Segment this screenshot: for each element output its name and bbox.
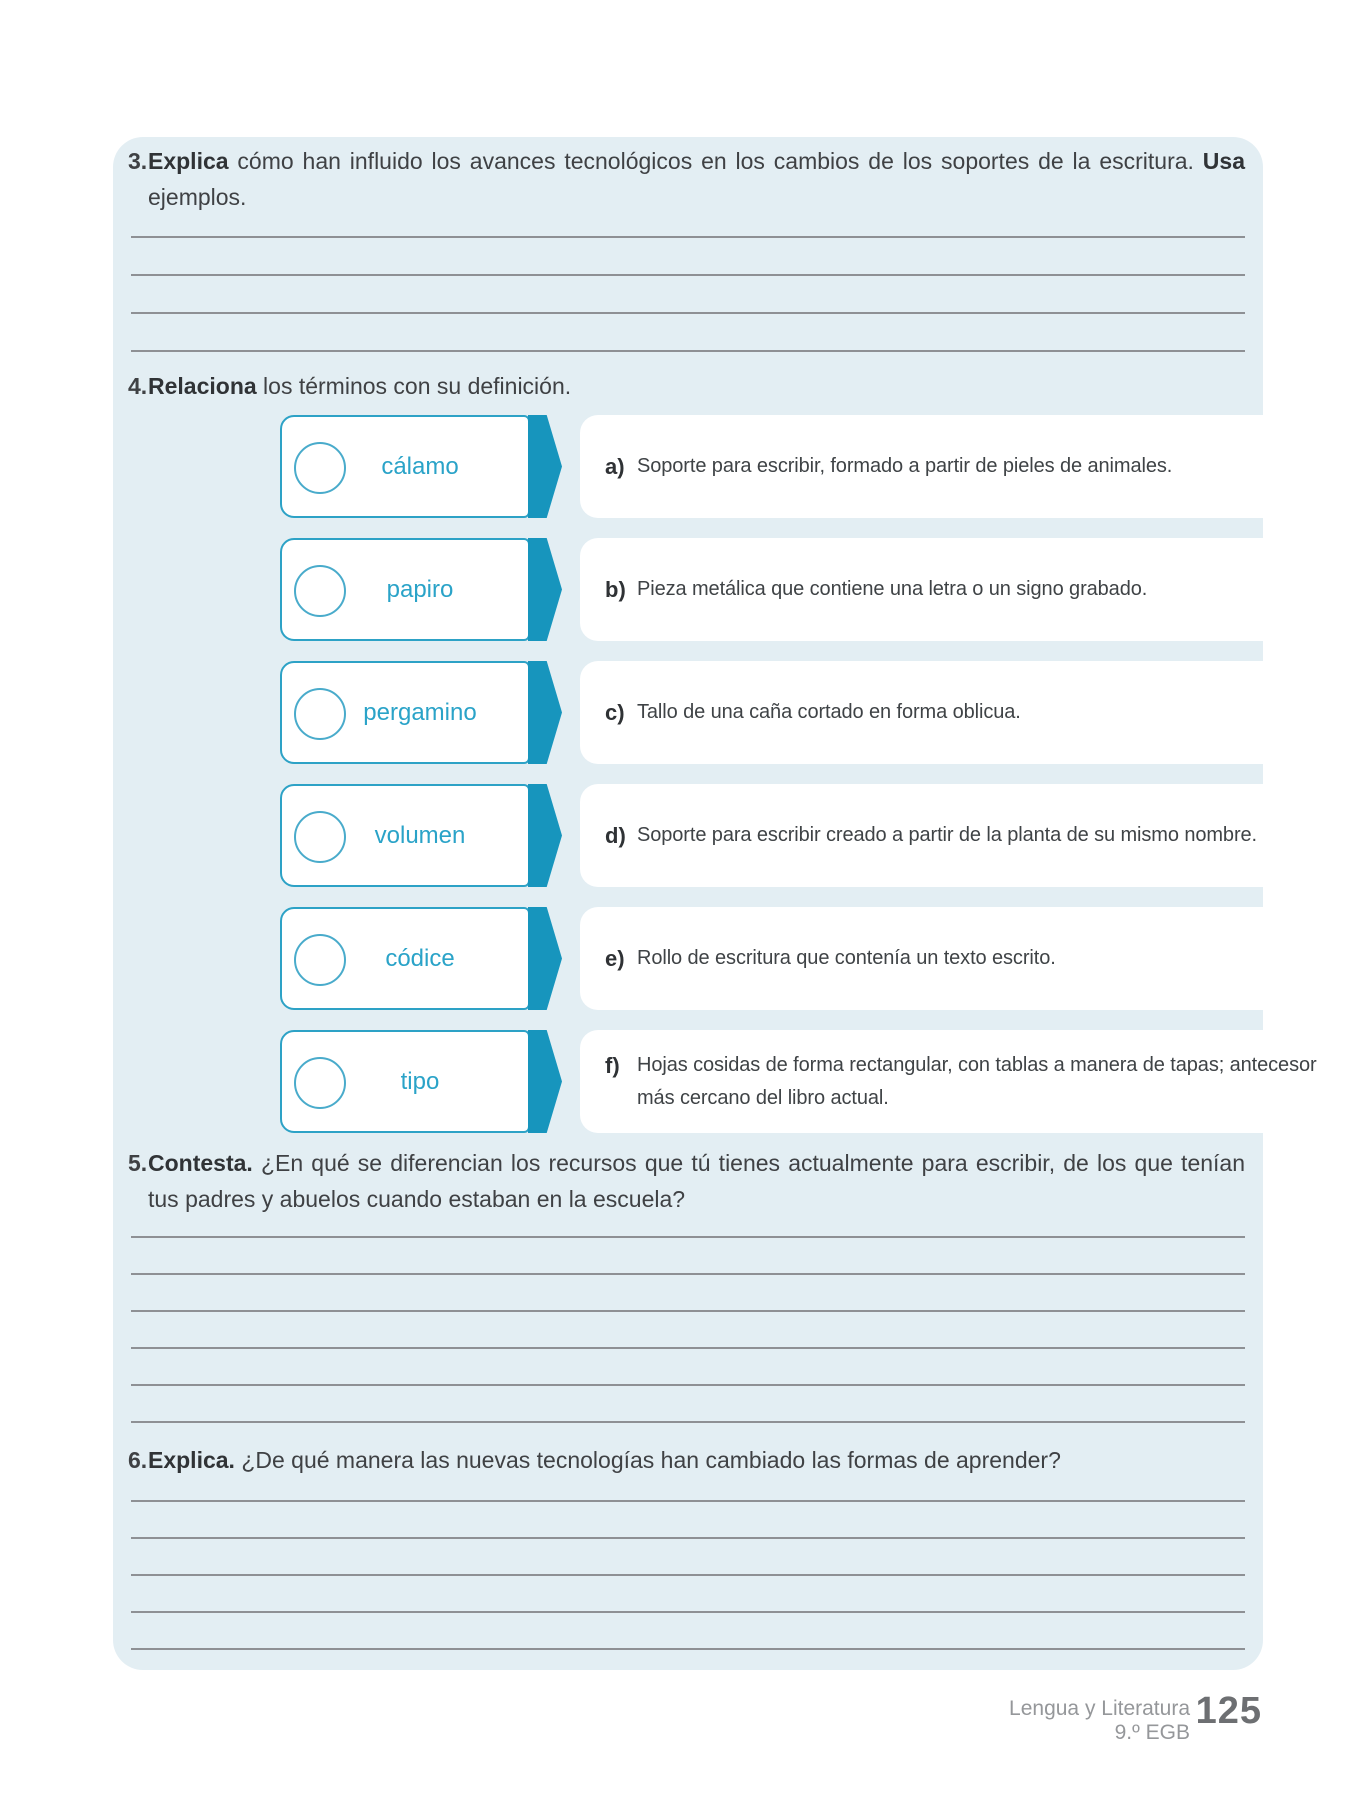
term-box — [280, 784, 530, 887]
exercise-5-text — [148, 1145, 1245, 1217]
arrow-right-icon — [528, 784, 562, 887]
term-label: volumen — [374, 821, 466, 849]
writing-line[interactable] — [131, 1384, 1245, 1386]
definition-text: Pieza metálica que contiene una letra o un signo grabado. — [637, 578, 1148, 600]
definition-letter: a) — [605, 454, 625, 479]
definition-letter: c) — [605, 700, 625, 725]
definition-row — [580, 696, 1350, 729]
exercise-4-verb: Relaciona — [148, 373, 257, 399]
definition-box — [580, 784, 1350, 887]
exercise-3-header — [128, 143, 1245, 215]
definition-letter: b) — [605, 577, 626, 602]
exercise-5-body: ¿En qué se diferencian los recursos que tú tienes actualmente para escribir, de los que tenían tus padres y abuelos cuando estaban en la escuela? — [148, 1150, 1245, 1212]
writing-line[interactable] — [131, 236, 1245, 238]
definition-text: Hojas cosidas de forma rectangular, con tablas a manera de tapas; antecesor más cercano del libro actual. — [637, 1053, 1317, 1109]
definition-row — [580, 573, 1350, 606]
writing-line[interactable] — [131, 1500, 1245, 1502]
definition-text: Soporte para escribir creado a partir de la planta de su mismo nombre. — [637, 824, 1257, 846]
exercise-3-tail: ejemplos. — [148, 184, 247, 210]
arrow-right-icon — [528, 661, 562, 764]
exercise-6-body: ¿De qué manera las nuevas tecnologías han cambiado las formas de aprender? — [234, 1447, 1061, 1473]
definition-box — [580, 1030, 1350, 1133]
definition-text: Tallo de una caña cortado en forma oblicua. — [637, 701, 1021, 723]
writing-line[interactable] — [131, 1421, 1245, 1423]
exercise-4-body: los términos con su definición. — [256, 373, 572, 399]
exercise-6-header — [128, 1442, 1245, 1478]
writing-line[interactable] — [131, 1537, 1245, 1539]
footer-grade: 9.º EGB — [1114, 1721, 1190, 1744]
exercise-6-number: 6. — [128, 1447, 148, 1473]
exercise-5-verb: Contesta. — [148, 1150, 253, 1176]
term-label: tipo — [400, 1067, 440, 1095]
exercise-4-number: 4. — [128, 373, 148, 399]
definition-text: Rollo de escritura que contenía un texto escrito. — [637, 947, 1056, 969]
writing-line[interactable] — [131, 350, 1245, 352]
exercise-5-header — [128, 1145, 1245, 1217]
exercise-3-number: 3. — [128, 148, 148, 174]
term-box — [280, 661, 530, 764]
term-label: pergamino — [363, 698, 477, 726]
writing-line[interactable] — [131, 1347, 1245, 1349]
definition-row — [580, 450, 1350, 483]
exercise-5-number: 5. — [128, 1150, 148, 1176]
writing-line[interactable] — [131, 1236, 1245, 1238]
writing-line[interactable] — [131, 1611, 1245, 1613]
definition-box — [580, 415, 1350, 518]
definition-row — [580, 1049, 1350, 1115]
term-label: papiro — [386, 575, 454, 603]
exercises-panel — [113, 137, 1317, 1670]
arrow-right-icon — [528, 538, 562, 641]
definition-box — [580, 538, 1350, 641]
exercise-6-text — [148, 1442, 1245, 1478]
writing-line[interactable] — [131, 1310, 1245, 1312]
footer-subject: Lengua y Literatura — [1009, 1697, 1190, 1720]
arrow-right-icon — [528, 1030, 562, 1133]
writing-line[interactable] — [131, 1574, 1245, 1576]
term-box — [280, 907, 530, 1010]
exercise-3-emphasis: Usa — [1202, 148, 1245, 174]
definition-box — [580, 661, 1350, 764]
definition-letter: d) — [605, 823, 626, 848]
term-label: cálamo — [381, 452, 459, 480]
exercise-3-text — [148, 143, 1245, 215]
footer-book-info — [1009, 1697, 1190, 1745]
arrow-right-icon — [528, 907, 562, 1010]
term-box — [280, 1030, 530, 1133]
definition-text: Soporte para escribir, formado a partir de pieles de animales. — [637, 455, 1173, 477]
term-box — [280, 538, 530, 641]
arrow-right-icon — [528, 415, 562, 518]
exercise-4-header — [128, 368, 1245, 404]
exercise-4-text — [148, 368, 1245, 404]
definition-row — [580, 942, 1350, 975]
page-number: 125 — [1195, 1690, 1262, 1732]
writing-line[interactable] — [131, 1273, 1245, 1275]
term-label: códice — [385, 944, 455, 972]
writing-line[interactable] — [131, 274, 1245, 276]
definition-row — [580, 819, 1350, 852]
exercise-3-verb: Explica — [148, 148, 229, 174]
definition-letter: e) — [605, 946, 625, 971]
term-box — [280, 415, 530, 518]
exercise-6-verb: Explica. — [148, 1447, 235, 1473]
definition-letter: f) — [605, 1052, 620, 1078]
writing-line[interactable] — [131, 1648, 1245, 1650]
definition-box — [580, 907, 1350, 1010]
exercise-3-body: cómo han influido los avances tecnológicos en los cambios de los soportes de la escritura. — [228, 148, 1203, 174]
writing-line[interactable] — [131, 312, 1245, 314]
